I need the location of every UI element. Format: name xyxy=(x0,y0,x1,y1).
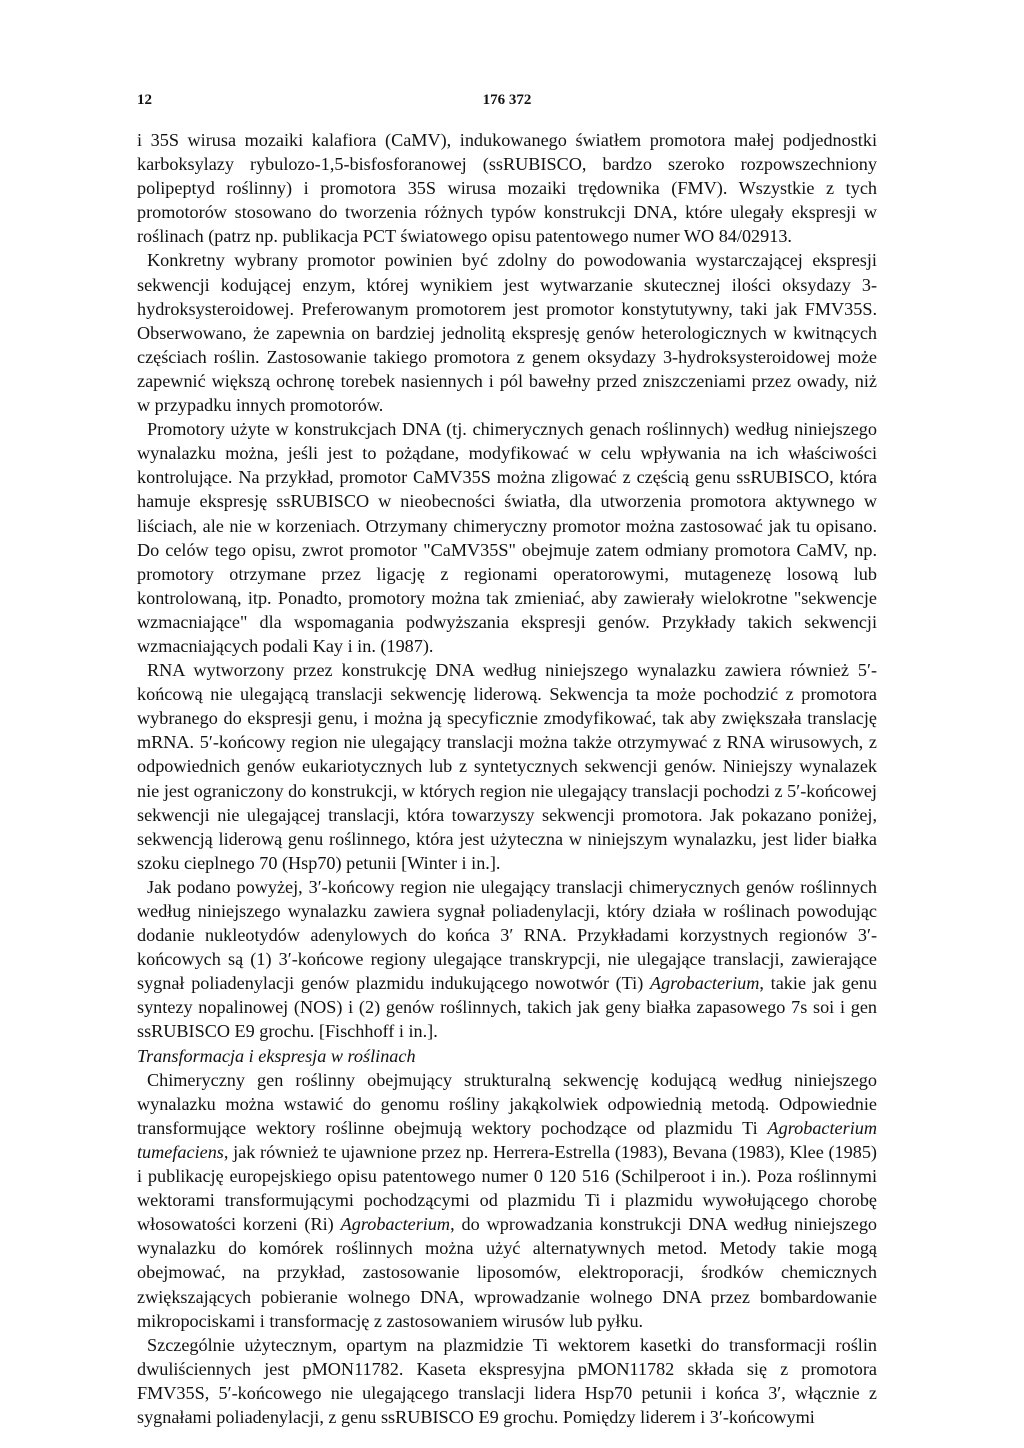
text-run: , takie jak genu syntezy nopalinowej (NOS) i (2) genów roślinnych, takich jak geny białka zapasowego 7s soi i gen ssRUBISCO E9 grochu. [Fischhoff i in.]. xyxy=(137,973,877,1042)
page-number: 12 xyxy=(137,92,152,108)
text-run: , jak również te ujawnione przez np. Herrera-Estrella (1983), Bevana (1983), Klee (1985) i publikację europejskiego opisu patentowego numer 0 120 516 (Schilperoot i in.). Poza roślinnymi wektorami transformującymi pochodzącymi od plazmidu Ti i plazmidu wywołującego chorobę włosowatości korzeni (Ri) xyxy=(137,1141,877,1235)
paragraph xyxy=(137,417,877,658)
italic-text: Agrobacterium xyxy=(340,1214,451,1235)
text-run: Szczególnie użytecznym, opartym na plazmidzie Ti wektorem kasetki do transformacji roślin dwuliściennych jest pMON11782. Kaseta ekspresyjna pMON11782 składa się z promotora FMV35S, 5′-końcowego nie ulegającego translacji lidera Hsp70 petunii i końca 3′, włącznie z sygnałami poliadenylacji, z genu ssRUBISCO E9 grochu. Pomiędzy liderem i 3′-końcowymi xyxy=(137,1334,877,1427)
italic-text: Agrobacterium tumefaciens xyxy=(137,1117,877,1162)
document-body xyxy=(137,128,877,1429)
text-run: , do wprowadzania konstrukcji DNA według niniejszego wynalazku do komórek roślinnych można użyć alternatywnych metod. Metody takie mogą obejmować, na przykład, zastosowanie liposomów, elektroporacji, środków chemicznych zwiększających pobieranie wolnego DNA, wprowadzanie wolnego DNA przez bombardowanie mikropociskami i transformację z zastosowaniem wirusów lub pyłku. xyxy=(137,1214,878,1331)
page-header xyxy=(137,92,877,120)
text-run: Konkretny wybrany promotor powinien być zdolny do powodowania wystarczającej ekspresji sekwencji kodującej enzym, której wynikiem jest wytwarzanie skutecznej ilości oksydazy 3-hydroksysteroidowej. Preferowanym promotorem jest promotor konstytutywny, taki jak FMV35S. Obserwowano, że zapewnia on bardziej jednolitą ekspresję genów heterologicznych w kwitnących częściach roślin. Zastosowanie takiego promotora z genem oksydazy 3-hydroksysteroidowej może zapewnić większą ochronę torebek nasiennych i pól bawełny przed zniszczeniami przez owady, niż w przypadku innych promotorów. xyxy=(137,250,877,416)
text-run: Jak podano powyżej, 3′-końcowy region nie ulegający translacji chimerycznych genów roślinnych według niniejszego wynalazku zawiera sygnał poliadenylacji, który działa w roślinach powodując dodanie nukleotydów adenylowych do końca 3′ RNA. Przykładami korzystnych regionów 3′-końcowych są (1) 3′-końcowe regiony ulegające transkrypcji, nie ulegające translacji, zawierające sygnał poliadenylacji genów plazmidu indukującego nowotwór (Ti) xyxy=(137,876,877,994)
text-run: RNA wytworzony przez konstrukcję DNA według niniejszego wynalazku zawiera również 5′-końcową nie ulegającą translacji sekwencję liderową. Sekwencja ta może pochodzić z promotora wybranego do ekspresji genu, i można ją specyficznie zmodyfikować, tak aby zwiększała translację mRNA. 5′-końcowy region nie ulegający translacji można także otrzymywać z RNA wirusowych, z odpowiednich genów eukariotycznych lub z syntetycznych sekwencji genów. Niniejszy wynalazek nie jest ograniczony do konstrukcji, w których region nie ulegający translacji pochodzi z 5′-końcowej sekwencji nie ulegającej translacji, która towarzyszy sekwencji promotora. Jak pokazano poniżej, sekwencją liderową genu roślinnego, która jest użyteczna w niniejszym wynalazku, jest lider białka szoku cieplnego 70 (Hsp70) petunii [Winter i in.]. xyxy=(137,660,877,873)
document-page xyxy=(137,92,877,1429)
paragraph xyxy=(137,1068,877,1333)
paragraph xyxy=(137,128,877,248)
text-run: Chimeryczny gen roślinny obejmujący strukturalną sekwencję kodującą według niniejszego wynalazku można wstawić do genomu rośliny jakąkolwiek odpowiednią metodą. Odpowiednie transformujące wektory roślinne obejmują wektory pochodzące od plazmidu Ti xyxy=(137,1069,877,1138)
text-run: Transformacja i ekspresja w roślinach xyxy=(137,1045,416,1066)
section-heading xyxy=(137,1044,877,1068)
text-run: Promotory użyte w konstrukcjach DNA (tj. chimerycznych genach roślinnych) według niniejszego wynalazku można, jeśli jest to pożądane, modyfikować w celu wpływania na ich właściwości kontrolujące. Na przykład, promotor CaMV35S można zligować z częścią genu ssRUBISCO, która hamuje ekspresję ssRUBISCO w nieobecności światła, dla utworzenia promotora aktywnego w liściach, ale nie w korzeniach. Otrzymany chimeryczny promotor można zastosować jak tu opisano. Do celów tego opisu, zwrot promotor "CaMV35S" obejmuje zatem odmiany promotora CaMV, np. promotory otrzymane przez ligację z regionami operatorowymi, mutagenezę losową lub kontrolowaną, itp. Ponadto, promotory można tak zmieniać, aby zawierały wielokrotne "sekwencje wzmacniające" dla wspomagania podwyższania ekspresji genów. Przykłady takich sekwencji wzmacniających podali Kay i in. (1987). xyxy=(137,419,877,656)
patent-number: 176 372 xyxy=(482,92,532,108)
paragraph xyxy=(137,875,877,1044)
italic-text: Agrobacterium xyxy=(649,973,760,994)
paragraph xyxy=(137,1333,877,1429)
paragraph xyxy=(137,248,877,417)
paragraph xyxy=(137,658,877,875)
text-run: i 35S wirusa mozaiki kalafiora (CaMV), indukowanego światłem promotora małej podjednostki karboksylazy rybulozo-1,5-bisfosforanowej (ssRUBISCO, bardzo szeroko rozpowszechniony polipeptyd roślinny) i promotora 35S wirusa mozaiki trędownika (FMV). Wszystkie z tych promotorów stosowano do tworzenia różnych typów konstrukcji DNA, które ulegały ekspresji w roślinach (patrz np. publikacja PCT światowego opisu patentowego numer WO 84/02913. xyxy=(137,130,877,247)
